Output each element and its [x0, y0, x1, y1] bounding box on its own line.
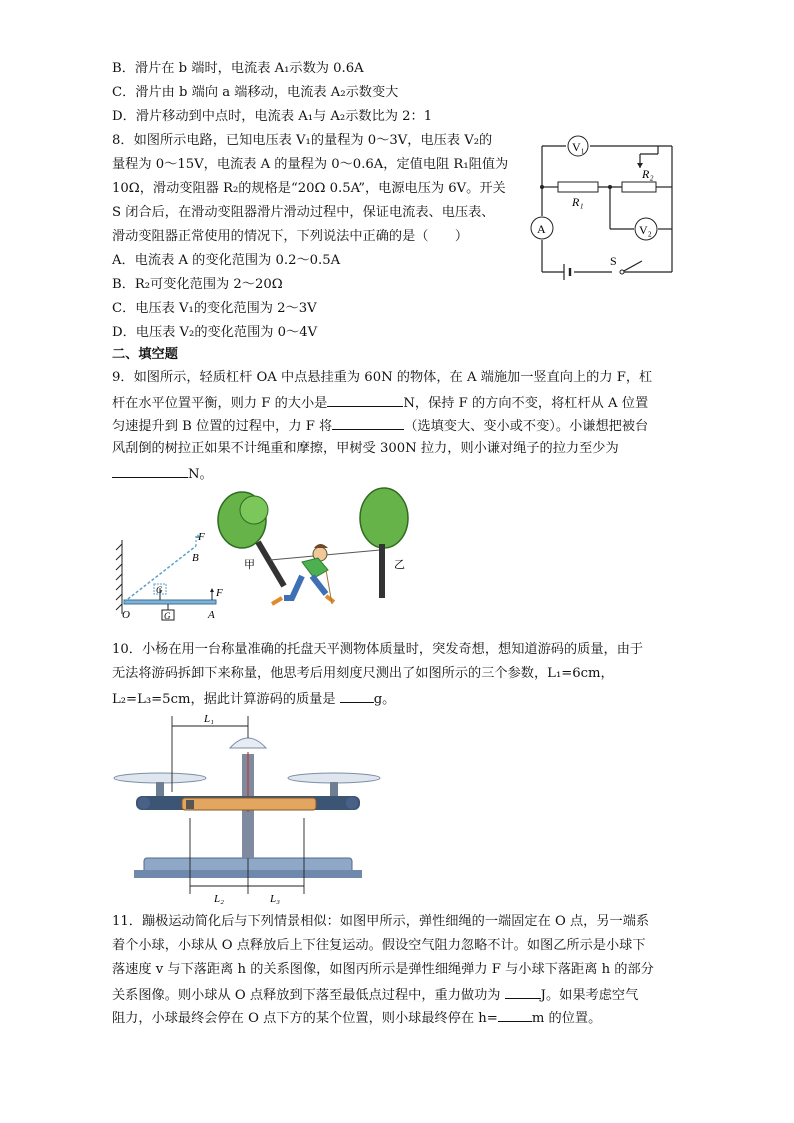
q9-text: 杆在水平位置平衡，则力 F 的大小是	[112, 396, 328, 411]
tree-yi-label: 乙	[394, 559, 405, 571]
q10-line	[112, 688, 395, 710]
q8-stem-line: 滑动变阻器正常使用的情况下，下列说法中正确的是（ ）	[112, 229, 469, 244]
q7-option-d: D．滑片移动到中点时，电流表 A₁与 A₂示数比为 2：1	[112, 109, 433, 124]
circuit-diagram	[526, 132, 686, 282]
q9-line	[112, 415, 648, 437]
answer-blank[interactable]	[498, 1007, 532, 1022]
v2-label: V₂	[639, 223, 652, 237]
answer-blank[interactable]	[505, 984, 541, 999]
q8-option-b: B．R₂可变化范围为 2～20Ω	[112, 277, 283, 292]
answer-blank[interactable]	[327, 392, 403, 407]
q8-option-d: D．电压表 V₂的变化范围为 0～4V	[112, 325, 318, 340]
q10-text: L₂=L₃=5cm，据此计算游码的质量是	[112, 692, 336, 707]
q11-line	[112, 984, 638, 1006]
q10-text: g。	[373, 692, 396, 707]
q8-stem-line: S 闭合后，在滑动变阻器滑片滑动过程中，保证电流表、电压表、	[112, 205, 495, 220]
q10-line: 无法将游码拆卸下来称量，他思考后用刻度尺测出了如图所示的三个参数，L₁=6cm，	[112, 666, 614, 681]
tree-jia-label: 甲	[244, 559, 255, 571]
q11-line: 落速度 v 与下落距离 h 的关系图像，如图丙所示是弹性细绳弹力 F 与小球下落距离 h 的部分	[112, 962, 654, 977]
weight-g-label: G	[156, 585, 163, 595]
q8-stem-line: 量程为 0～15V，电流表 A 的量程为 0～0.6A，定值电阻 R₁阻值为	[112, 157, 509, 172]
q7-option-b: B．滑片在 b 端时，电流表 A₁示数为 0.6A	[112, 61, 364, 76]
q9-text: 匀速提升到 B 位置的过程中，力 F 将	[112, 419, 333, 434]
tree-pulling-figure	[214, 486, 414, 630]
q11-line: 11．蹦极运动简化后与下列情景相似：如图甲所示，弹性细绳的一端固定在 O 点，另一端系	[112, 914, 650, 929]
q11-line	[112, 1007, 601, 1029]
force-label: F	[198, 531, 205, 543]
q9-line	[112, 463, 213, 485]
section-title: 二、填空题	[112, 347, 178, 362]
answer-blank[interactable]	[332, 415, 404, 430]
person-icon	[272, 544, 334, 604]
q9-line: 9．如图所示，轻质杠杆 OA 中点悬挂重为 60N 的物体，在 A 端施加一竖直向上的力 F，杠	[112, 370, 653, 385]
q9-text: （选填变大、变小或不变）。小谦想把被台	[404, 419, 649, 434]
q9-line	[112, 392, 648, 414]
q10-line: 10．小杨在用一台称量准确的托盘天平测物体质量时，突发奇想，想知道游码的质量，由于	[112, 642, 644, 657]
q11-text: 阻力，小球最终会停在 O 点下方的某个位置，则小球最终停在 h=	[112, 1011, 498, 1026]
l1-label: L₁	[204, 713, 214, 725]
q8-stem-line: 10Ω，滑动变阻器 R₂的规格是“20Ω 0.5A”，电源电压为 6V。开关	[112, 181, 506, 196]
q9-text: N，保持 F 的方向不变，将杠杆从 A 位置	[403, 396, 649, 411]
q9-text: N。	[188, 467, 213, 482]
answer-blank[interactable]	[340, 688, 374, 703]
q11-text: 关系图像。则小球从 O 点释放到下落至最低点过程中，重力做功为	[112, 988, 501, 1003]
point-a-label: A	[208, 609, 215, 621]
r2-label: R₂	[642, 167, 654, 181]
r1-label: R₁	[572, 195, 584, 209]
q8-option-a: A．电流表 A 的变化范围为 0.2～0.5A	[112, 253, 341, 268]
balance-scale-figure	[112, 708, 384, 908]
q8-option-c: C．电压表 V₁的变化范围为 2～3V	[112, 301, 317, 316]
pivot-o-label: O	[122, 609, 130, 621]
q11-text: J。如果考虑空气	[540, 988, 639, 1003]
tree-icon	[360, 488, 408, 598]
tree-icon	[218, 492, 284, 586]
switch-label: S	[610, 254, 617, 268]
q7-option-c: C．滑片由 b 端向 a 端移动，电流表 A₂示数变大	[112, 85, 399, 100]
q11-line: 着个小球，小球从 O 点释放后上下往复运动。假设空气阻力忽略不计。如图乙所示是小球下	[112, 938, 646, 953]
point-b-label: B	[192, 552, 199, 564]
l3-label: L₃	[270, 893, 280, 905]
force-label: F	[216, 587, 223, 599]
v1-label: V₁	[572, 140, 585, 154]
l2-label: L₂	[214, 893, 224, 905]
q9-line: 风刮倒的树拉正如果不计绳重和摩擦，甲树受 300N 拉力，则小谦对绳子的拉力至少为	[112, 441, 619, 456]
answer-blank[interactable]	[112, 463, 188, 478]
ammeter-label: A	[537, 222, 546, 236]
q11-text: m 的位置。	[531, 1011, 602, 1026]
weight-g-label: G	[164, 611, 171, 621]
q8-stem-line: 8．如图所示电路，已知电压表 V₁的量程为 0～3V，电压表 V₂的	[112, 133, 493, 148]
